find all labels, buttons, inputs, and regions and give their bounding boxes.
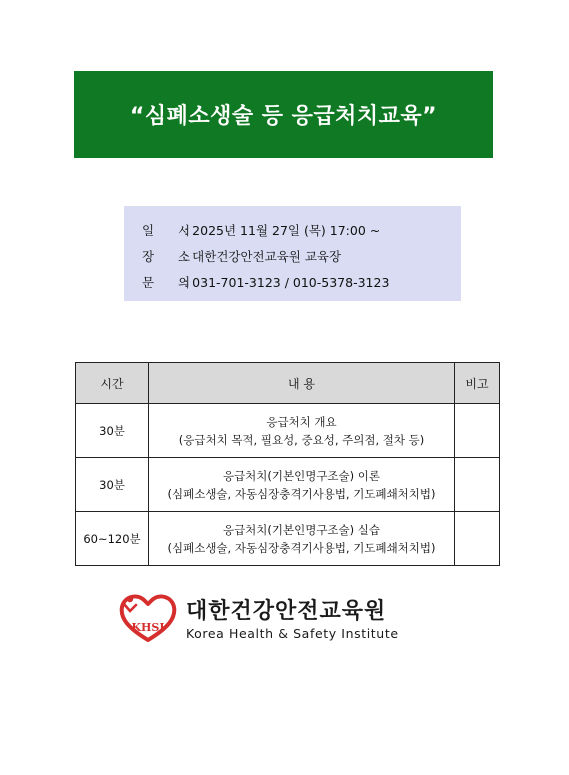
cell-time: 30분 [76, 404, 149, 458]
info-box [124, 206, 461, 301]
content-line2: (심폐소생술, 자동심장충격기사용법, 기도폐쇄처치법) [167, 486, 436, 501]
info-value: : 031-701-3123 / 010-5378-3123 [184, 275, 390, 290]
info-row-contact [142, 270, 461, 296]
content-line1: 응급처치(기본인명구조술) 이론 [222, 468, 381, 483]
table-row [76, 512, 500, 566]
institute-logo [118, 590, 408, 646]
cell-note [455, 404, 500, 458]
info-value: : 대한건강안전교육원 교육장 [184, 249, 342, 264]
info-value: : 2025년 11월 27일 (목) 17:00 ~ [184, 223, 381, 238]
header-content: 내 용 [149, 363, 455, 404]
info-row-place [142, 244, 461, 270]
title-banner [74, 71, 493, 158]
page-title: “심폐소생술 등 응급처치교육” [129, 104, 438, 129]
cell-time: 30분 [76, 458, 149, 512]
header-time: 시간 [76, 363, 149, 404]
logo-name-en: Korea Health & Safety Institute [186, 626, 399, 641]
schedule-table [75, 362, 500, 566]
cell-time: 60~120분 [76, 512, 149, 566]
content-line2: (응급처치 목적, 필요성, 중요성, 주의점, 절차 등) [178, 432, 425, 447]
heart-logo-icon [118, 590, 178, 646]
content-line1: 응급처치 개요 [266, 414, 337, 429]
info-key: 장 소 [142, 249, 201, 264]
cell-content [149, 404, 455, 458]
info-key: 문 의 [142, 275, 201, 290]
content-line2: (심폐소생술, 자동심장충격기사용법, 기도폐쇄처치법) [167, 540, 436, 555]
logo-name-ko: 대한건강안전교육원 [186, 599, 387, 624]
cell-content [149, 512, 455, 566]
header-note: 비고 [455, 363, 500, 404]
info-row-date [142, 218, 461, 244]
logo-abbr: KHSI [131, 621, 165, 634]
table-row [76, 404, 500, 458]
cell-content [149, 458, 455, 512]
content-line1: 응급처치(기본인명구조술) 실습 [222, 522, 381, 537]
table-row [76, 458, 500, 512]
cell-note [455, 458, 500, 512]
table-header-row [76, 363, 500, 404]
cell-note [455, 512, 500, 566]
info-key: 일 시 [142, 223, 201, 238]
